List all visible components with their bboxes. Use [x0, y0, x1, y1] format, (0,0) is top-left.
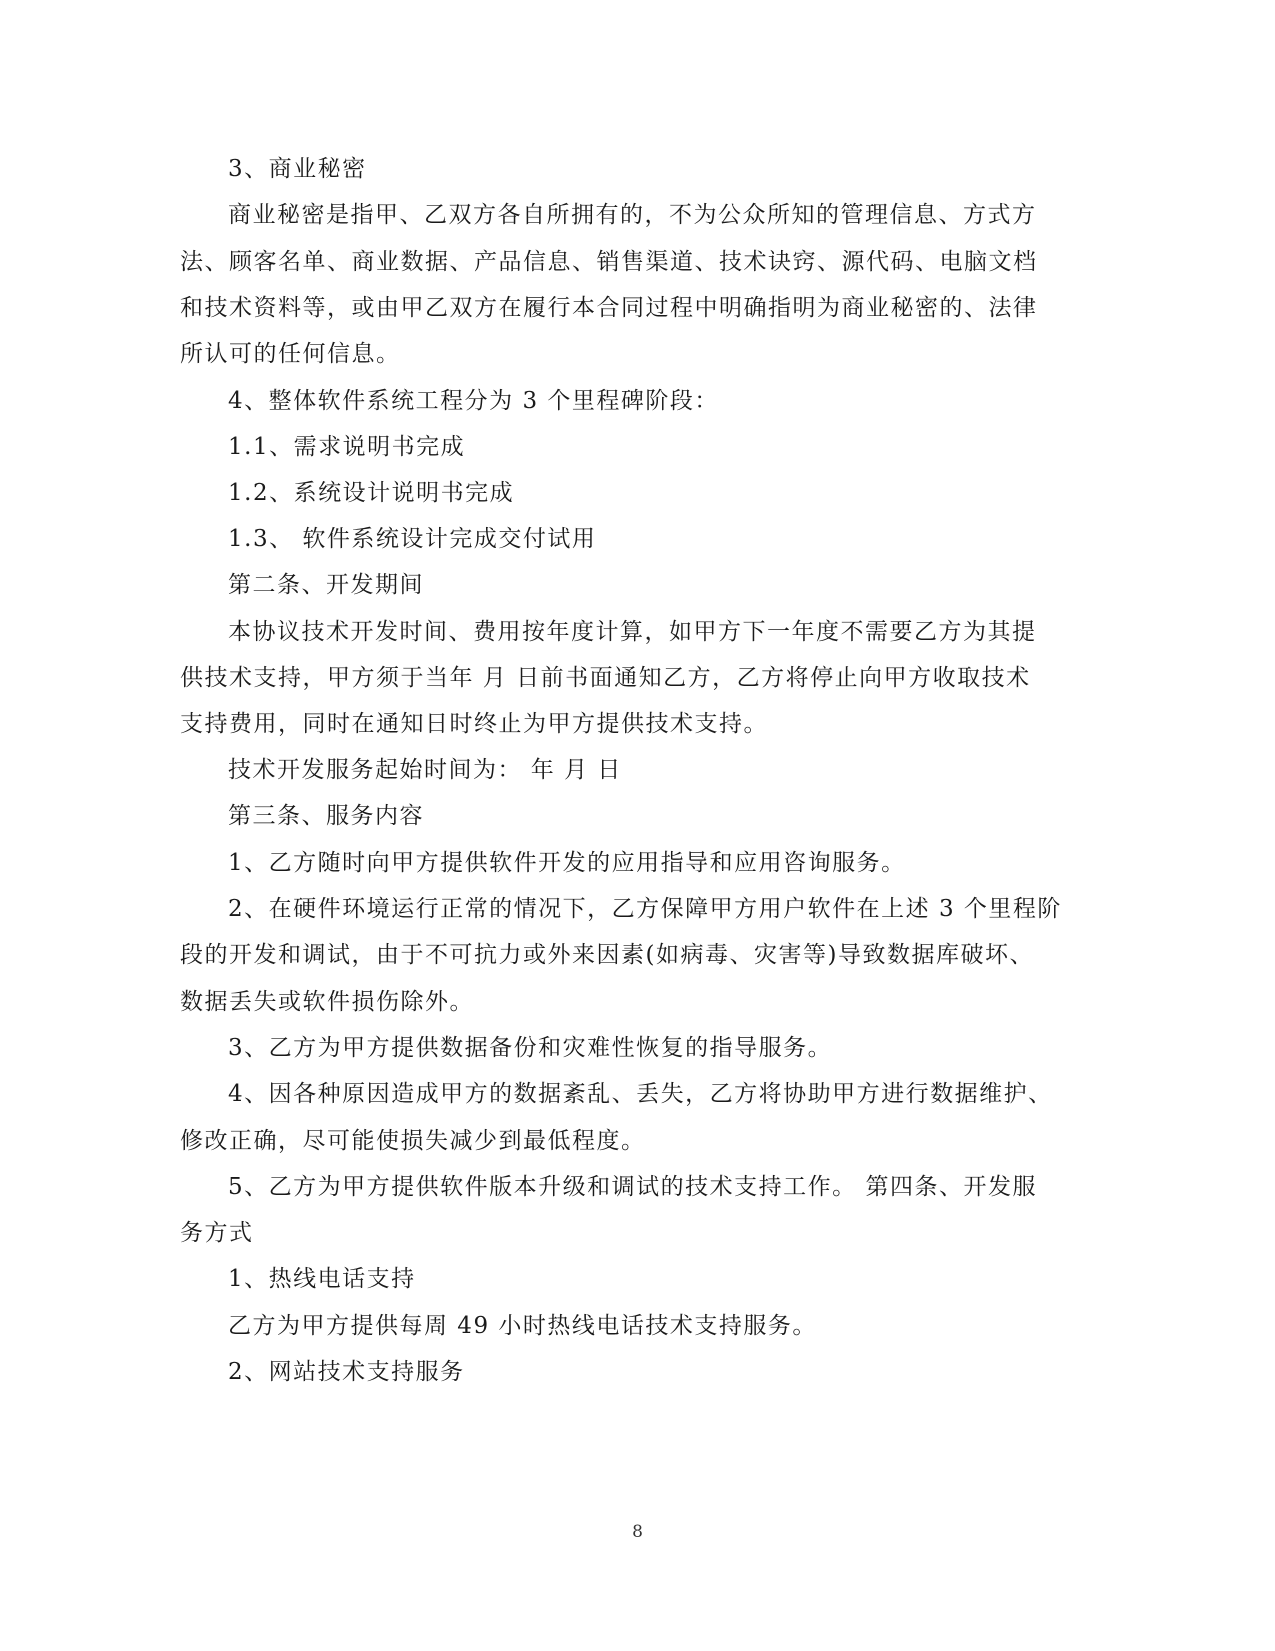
section-heading-trade-secret: 3、商业秘密: [228, 156, 367, 182]
paragraph-line: 技术开发服务起始时间为： 年 月 日: [228, 757, 622, 783]
list-item: 1.2、系统设计说明书完成: [228, 480, 515, 506]
list-item: 1、热线电话支持: [228, 1266, 416, 1292]
paragraph-line: 所认可的任何信息。: [180, 341, 401, 367]
list-item: 2、网站技术支持服务: [228, 1359, 465, 1385]
list-item: 1、乙方随时向甲方提供软件开发的应用指导和应用咨询服务。: [228, 850, 906, 876]
list-item: 1.3、 软件系统设计完成交付试用: [228, 526, 597, 552]
paragraph-line: 务方式: [180, 1220, 254, 1246]
list-item: 4、因各种原因造成甲方的数据紊乱、丢失，乙方将协助甲方进行数据维护、: [228, 1081, 1053, 1107]
paragraph-line: 4、整体软件系统工程分为 3 个里程碑阶段：: [228, 388, 719, 414]
paragraph-line: 供技术支持，甲方须于当年 月 日前书面通知乙方，乙方将停止向甲方收取技术: [180, 665, 1031, 691]
paragraph-line: 法、顾客名单、商业数据、产品信息、销售渠道、技术诀窍、源代码、电脑文档: [180, 249, 1038, 275]
list-item: 3、乙方为甲方提供数据备份和灾难性恢复的指导服务。: [228, 1035, 833, 1061]
paragraph-line: 商业秘密是指甲、乙双方各自所拥有的，不为公众所知的管理信息、方式方: [228, 202, 1037, 228]
paragraph-line: 段的开发和调试，由于不可抗力或外来因素(如病毒、灾害等)导致数据库破坏、: [180, 942, 1034, 968]
article-heading-development-period: 第二条、开发期间: [228, 572, 424, 598]
paragraph-line: 乙方为甲方提供每周 49 小时热线电话技术支持服务。: [228, 1313, 817, 1339]
list-item: 1.1、需求说明书完成: [228, 434, 466, 460]
page-number: 8: [632, 1522, 643, 1542]
paragraph-line: 和技术资料等，或由甲乙双方在履行本合同过程中明确指明为商业秘密的、法律: [180, 295, 1038, 321]
paragraph-line: 数据丢失或软件损伤除外。: [180, 989, 474, 1015]
article-heading-service-content: 第三条、服务内容: [228, 803, 424, 829]
list-item: 2、在硬件环境运行正常的情况下，乙方保障甲方用户软件在上述 3 个里程阶: [228, 896, 1062, 922]
paragraph-line: 修改正确，尽可能使损失减少到最低程度。: [180, 1128, 646, 1154]
list-item: 5、乙方为甲方提供软件版本升级和调试的技术支持工作。 第四条、开发服: [228, 1174, 1037, 1200]
paragraph-line: 本协议技术开发时间、费用按年度计算，如甲方下一年度不需要乙方为其提: [228, 619, 1037, 645]
paragraph-line: 支持费用，同时在通知日时终止为甲方提供技术支持。: [180, 711, 768, 737]
